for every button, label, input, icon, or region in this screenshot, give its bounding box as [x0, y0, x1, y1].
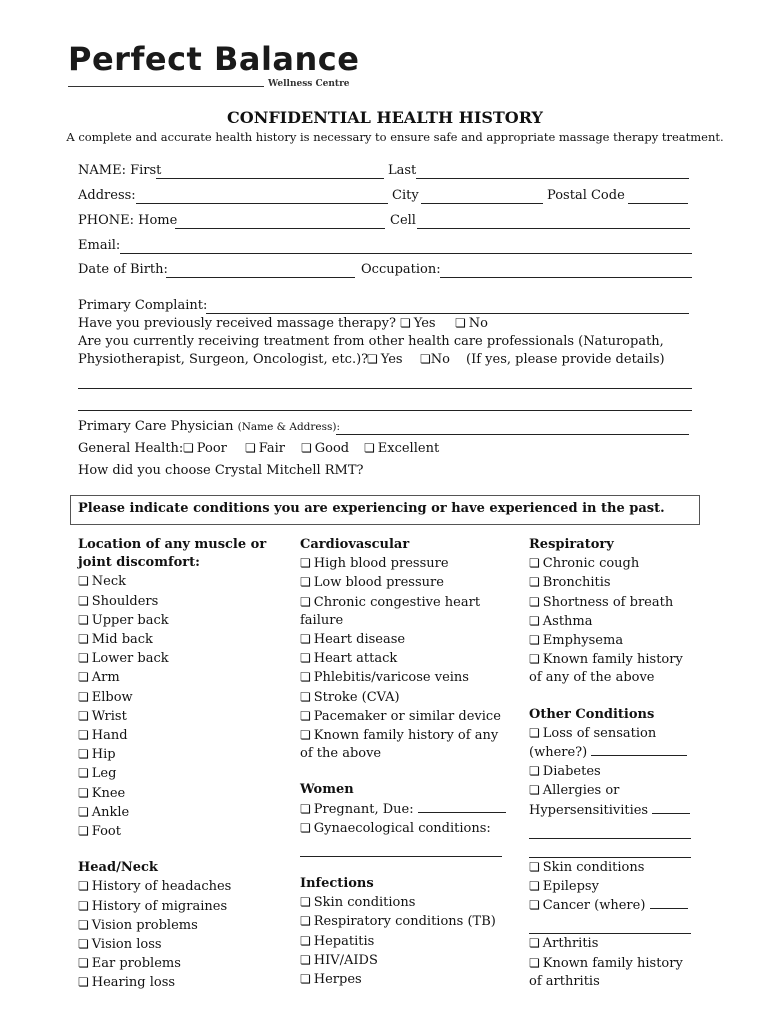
- heading-location: Location of any muscle or: [78, 537, 267, 552]
- check-ankle[interactable]: [78, 803, 266, 822]
- checkbox-icon[interactable]: ❏: [529, 652, 540, 667]
- checkbox-icon[interactable]: ❏: [300, 670, 311, 685]
- check-gyn[interactable]: [300, 819, 506, 838]
- health-poor-option[interactable]: [183, 441, 227, 456]
- checkbox-icon[interactable]: ❏: [78, 898, 89, 913]
- check-arthritis[interactable]: [529, 934, 691, 953]
- treatment-question-line1: Are you currently receiving treatment from other health care professionals (Naturopath,: [78, 334, 664, 349]
- check-hiv[interactable]: [300, 951, 506, 970]
- phone-home-field[interactable]: [175, 228, 385, 229]
- checkbox-icon[interactable]: ❏: [78, 937, 89, 952]
- check-chronic-cough[interactable]: [529, 554, 691, 573]
- postal-code-label: Postal Code: [547, 188, 625, 203]
- primary-complaint-field[interactable]: [206, 313, 689, 314]
- item-label: HIV/AIDS: [313, 952, 378, 968]
- column-cardio: [300, 536, 506, 989]
- checkbox-icon[interactable]: ❏: [300, 895, 311, 910]
- checkbox-icon[interactable]: ❏: [78, 879, 89, 894]
- check-allergies[interactable]: [529, 781, 691, 800]
- item-label: Hip: [91, 747, 116, 763]
- gyn-field[interactable]: [300, 838, 502, 857]
- checkbox-icon[interactable]: ❏: [529, 955, 540, 970]
- email-label: Email:: [78, 238, 121, 253]
- item-label: Cancer (where): [542, 898, 646, 914]
- heading-women: Women: [300, 782, 354, 798]
- checkbox-icon[interactable]: ❏: [300, 801, 311, 816]
- logo-rule: [68, 86, 264, 87]
- item-label: Chronic cough: [542, 556, 640, 572]
- hypersensitivities-row: [529, 801, 691, 820]
- checkbox-icon[interactable]: ❏: [78, 766, 89, 781]
- checkbox-icon[interactable]: ❏: [367, 352, 378, 366]
- chf-wrap: failure: [300, 612, 344, 628]
- item-label: Loss of sensation: [542, 725, 657, 741]
- item-label: Asthma: [542, 613, 593, 629]
- details-line-1[interactable]: [78, 388, 692, 389]
- check-family-resp[interactable]: [529, 650, 691, 669]
- checkbox-icon[interactable]: ❏: [529, 764, 540, 779]
- check-heart-attack[interactable]: [300, 649, 506, 668]
- check-shortness-breath[interactable]: [529, 593, 691, 612]
- check-herpes[interactable]: [300, 970, 506, 989]
- checkbox-icon[interactable]: ❏: [300, 728, 311, 743]
- good-label: Good: [314, 441, 350, 456]
- if-yes-note: (If yes, please provide details): [466, 352, 665, 367]
- column-musculoskeletal: [78, 536, 266, 993]
- no-label: No: [468, 316, 488, 331]
- choose-question: How did you choose Crystal Mitchell RMT?: [78, 463, 364, 478]
- check-vision-problems[interactable]: [78, 916, 266, 935]
- checkbox-icon[interactable]: ❏: [78, 785, 89, 800]
- massage-question: Have you previously received massage therapy?: [78, 316, 396, 331]
- heading-cardiovascular: Cardiovascular: [300, 537, 410, 552]
- item-label: Heart attack: [313, 651, 398, 667]
- check-inf-skin[interactable]: [300, 893, 506, 912]
- item-label: Bronchitis: [542, 575, 611, 591]
- item-label: Pregnant, Due:: [313, 801, 414, 817]
- check-family-cardio[interactable]: [300, 726, 506, 745]
- treatment-no-option[interactable]: [420, 352, 450, 367]
- check-inf-resp[interactable]: [300, 912, 506, 931]
- check-wrist[interactable]: [78, 707, 266, 726]
- checkbox-icon[interactable]: ❏: [78, 956, 89, 971]
- last-name-label: Last: [388, 163, 417, 178]
- city-label: City: [392, 188, 419, 203]
- check-hip[interactable]: [78, 745, 266, 764]
- checkbox-icon[interactable]: ❏: [529, 594, 540, 609]
- excellent-label: Excellent: [377, 441, 440, 456]
- item-label: Leg: [91, 766, 117, 782]
- item-label: Allergies or: [542, 783, 620, 799]
- check-diabetes[interactable]: [529, 762, 691, 781]
- item-label: Shortness of breath: [542, 594, 674, 610]
- checkbox-icon[interactable]: ❏: [529, 633, 540, 648]
- conditions-notice: Please indicate conditions you are experiencing or have experienced in the past.: [78, 501, 665, 516]
- check-loss-sensation[interactable]: [529, 724, 691, 743]
- check-high-bp[interactable]: [300, 554, 506, 573]
- item-label: Hand: [91, 728, 128, 744]
- checkbox-icon[interactable]: ❏: [78, 975, 89, 990]
- checkbox-icon[interactable]: ❏: [300, 556, 311, 571]
- item-label: Skin conditions: [542, 859, 645, 875]
- item-label: History of headaches: [91, 879, 232, 895]
- spacer: [300, 763, 506, 781]
- last-name-field[interactable]: [416, 178, 689, 179]
- occupation-field[interactable]: [440, 277, 692, 278]
- check-family-arthritis[interactable]: [529, 954, 691, 973]
- family-resp-wrap: of any of the above: [529, 670, 655, 686]
- item-label: Stroke (CVA): [313, 689, 400, 705]
- check-ear-problems[interactable]: [78, 954, 266, 973]
- check-migraines[interactable]: [78, 897, 266, 916]
- cancer-line[interactable]: [529, 915, 691, 934]
- checkbox-icon[interactable]: ❏: [78, 728, 89, 743]
- item-label: Pacemaker or similar device: [313, 708, 501, 724]
- item-label: Gynaecological conditions:: [313, 820, 491, 836]
- address-label: Address:: [78, 188, 136, 203]
- item-label: Vision problems: [91, 917, 198, 933]
- treatment-yes-option[interactable]: [367, 352, 403, 367]
- checkbox-icon[interactable]: ❏: [529, 613, 540, 628]
- dob-field[interactable]: [166, 277, 355, 278]
- item-label: High blood pressure: [313, 556, 449, 572]
- family-cardio-wrap: of the above: [300, 746, 382, 762]
- item-label: Ear problems: [91, 956, 181, 972]
- yes-label: Yes: [413, 316, 436, 331]
- massage-no-option[interactable]: [455, 316, 488, 331]
- check-heart-disease[interactable]: [300, 630, 506, 649]
- checkbox-icon[interactable]: ❏: [78, 593, 89, 608]
- checkbox-icon[interactable]: ❏: [529, 879, 540, 894]
- item-label: Wrist: [91, 708, 127, 724]
- check-epilepsy[interactable]: [529, 877, 691, 896]
- item-label: Elbow: [91, 689, 133, 705]
- check-vision-loss[interactable]: [78, 935, 266, 954]
- item-label: Ankle: [91, 804, 130, 820]
- check-arm[interactable]: [78, 668, 266, 687]
- family-arthritis-wrap: of arthritis: [529, 973, 600, 989]
- item-label: Upper back: [91, 612, 169, 628]
- check-foot[interactable]: [78, 822, 266, 841]
- item-label: Arthritis: [542, 936, 599, 952]
- allergies-line-2[interactable]: [529, 839, 691, 858]
- physician-label: [78, 419, 340, 434]
- allergies-line-1[interactable]: [529, 820, 691, 839]
- heading-joint: joint discomfort:: [78, 555, 200, 571]
- heading-infections: Infections: [300, 876, 374, 892]
- checkbox-icon[interactable]: ❏: [300, 689, 311, 704]
- no-label: No: [430, 352, 450, 367]
- poor-label: Poor: [196, 441, 227, 456]
- checkbox-icon[interactable]: ❏: [78, 670, 89, 685]
- cancer-field[interactable]: [650, 896, 688, 909]
- checkbox-icon[interactable]: ❏: [300, 651, 311, 666]
- general-health-label: General Health:: [78, 441, 184, 456]
- item-label: Arm: [91, 670, 120, 686]
- check-knee[interactable]: [78, 784, 266, 803]
- physician-label-note: (Name & Address):: [237, 421, 341, 433]
- heading-other-conditions: Other Conditions: [529, 706, 655, 722]
- item-label: Emphysema: [542, 633, 624, 649]
- massage-yes-option[interactable]: [400, 316, 436, 331]
- item-label: Known family history of any: [313, 728, 499, 744]
- item-label: Heart disease: [313, 632, 406, 648]
- email-field[interactable]: [120, 253, 692, 254]
- health-good-option[interactable]: [301, 441, 349, 456]
- item-label: Known family history: [542, 652, 683, 668]
- item-label: Shoulders: [91, 593, 159, 609]
- checkbox-icon[interactable]: ❏: [78, 632, 89, 647]
- hyper-field[interactable]: [652, 801, 690, 814]
- item-label: History of migraines: [91, 898, 228, 914]
- checkbox-icon[interactable]: ❏: [183, 441, 194, 455]
- where-label: (where?): [529, 745, 588, 761]
- checkbox-icon[interactable]: ❏: [301, 441, 312, 455]
- treatment-question-line2: Physiotherapist, Surgeon, Oncologist, etc.)?: [78, 352, 369, 367]
- checkbox-icon[interactable]: ❏: [78, 651, 89, 666]
- item-label: Knee: [91, 785, 126, 801]
- health-fair-option[interactable]: [245, 441, 285, 456]
- phone-home-label: PHONE: Home: [78, 213, 178, 228]
- item-label: Hepatitis: [313, 933, 375, 949]
- name-first-label: NAME: First: [78, 163, 162, 178]
- checkbox-icon[interactable]: ❏: [78, 689, 89, 704]
- conditions-notice-box: [70, 495, 700, 525]
- checkbox-icon[interactable]: ❏: [455, 316, 466, 330]
- checkbox-icon[interactable]: ❏: [78, 804, 89, 819]
- item-label: Phlebitis/varicose veins: [313, 670, 469, 686]
- check-lower-back[interactable]: [78, 649, 266, 668]
- checkbox-icon[interactable]: ❏: [300, 952, 311, 967]
- item-label: Mid back: [91, 632, 153, 648]
- check-cancer[interactable]: [529, 896, 691, 915]
- fair-label: Fair: [258, 441, 286, 456]
- occupation-label: Occupation:: [361, 262, 441, 277]
- check-pregnant[interactable]: [300, 800, 506, 819]
- heading-head-neck: Head/Neck: [78, 860, 158, 876]
- check-chf[interactable]: [300, 593, 506, 612]
- checkbox-icon[interactable]: ❏: [529, 725, 540, 740]
- spacer: [529, 688, 691, 706]
- checkbox-icon[interactable]: ❏: [364, 441, 375, 455]
- item-label: Chronic congestive heart: [313, 594, 481, 610]
- check-leg[interactable]: [78, 764, 266, 783]
- checkbox-icon[interactable]: ❏: [245, 441, 256, 455]
- checkbox-icon[interactable]: ❏: [400, 316, 411, 330]
- checkbox-icon[interactable]: ❏: [300, 820, 311, 835]
- checkbox-icon[interactable]: ❏: [529, 859, 540, 874]
- check-low-bp[interactable]: [300, 573, 506, 592]
- checkbox-icon[interactable]: ❏: [529, 898, 540, 913]
- heading-respiratory: Respiratory: [529, 537, 614, 552]
- primary-complaint-label: Primary Complaint:: [78, 298, 208, 313]
- checkbox-icon[interactable]: ❏: [78, 574, 89, 589]
- check-headaches[interactable]: [78, 877, 266, 896]
- check-shoulders[interactable]: [78, 592, 266, 611]
- address-field[interactable]: [136, 203, 388, 204]
- checkbox-icon[interactable]: ❏: [300, 594, 311, 609]
- checkbox-icon[interactable]: ❏: [78, 708, 89, 723]
- form-title: CONFIDENTIAL HEALTH HISTORY: [227, 108, 543, 127]
- item-label: Herpes: [313, 972, 362, 988]
- sensation-where-field[interactable]: [591, 743, 687, 756]
- item-label: Epilepsy: [542, 879, 599, 895]
- checkbox-icon[interactable]: ❏: [78, 917, 89, 932]
- item-label: Respiratory conditions (TB): [313, 914, 496, 930]
- yes-label: Yes: [380, 352, 403, 367]
- item-label: Neck: [91, 574, 126, 590]
- item-label: Hearing loss: [91, 975, 176, 991]
- check-phlebitis[interactable]: [300, 668, 506, 687]
- checkbox-icon[interactable]: ❏: [420, 352, 431, 366]
- checkbox-icon[interactable]: ❏: [300, 914, 311, 929]
- check-asthma[interactable]: [529, 612, 691, 631]
- spacer: [300, 857, 506, 875]
- details-line-2[interactable]: [78, 410, 692, 411]
- logo-subtitle: Wellness Centre: [268, 79, 350, 89]
- check-mid-back[interactable]: [78, 630, 266, 649]
- checkbox-icon[interactable]: ❏: [300, 933, 311, 948]
- checkbox-icon[interactable]: ❏: [529, 783, 540, 798]
- check-hepatitis[interactable]: [300, 932, 506, 951]
- cell-field[interactable]: [417, 228, 690, 229]
- item-label: Low blood pressure: [313, 575, 444, 591]
- checkbox-icon[interactable]: ❏: [529, 575, 540, 590]
- spacer: [78, 841, 266, 859]
- check-emphysema[interactable]: [529, 631, 691, 650]
- item-label: Lower back: [91, 651, 169, 667]
- physician-label-text: Primary Care Physician: [78, 419, 234, 434]
- dob-label: Date of Birth:: [78, 262, 168, 277]
- checkbox-icon[interactable]: ❏: [300, 708, 311, 723]
- column-respiratory: [529, 536, 691, 991]
- check-bronchitis[interactable]: [529, 573, 691, 592]
- checkbox-icon[interactable]: ❏: [78, 747, 89, 762]
- due-date-field[interactable]: [418, 800, 506, 813]
- where-row: [529, 743, 691, 762]
- checkbox-icon[interactable]: ❏: [300, 575, 311, 590]
- check-elbow[interactable]: [78, 688, 266, 707]
- hyper-label: Hypersensitivities: [529, 802, 649, 818]
- check-hand[interactable]: [78, 726, 266, 745]
- check-neck[interactable]: [78, 572, 266, 591]
- check-stroke[interactable]: [300, 688, 506, 707]
- physician-field[interactable]: [336, 434, 689, 435]
- checkbox-icon[interactable]: ❏: [300, 972, 311, 987]
- postal-code-field[interactable]: [628, 203, 688, 204]
- logo-title: Perfect Balance: [68, 40, 360, 78]
- checkbox-icon[interactable]: ❏: [529, 556, 540, 571]
- check-pacemaker[interactable]: [300, 707, 506, 726]
- checkbox-icon[interactable]: ❏: [529, 936, 540, 951]
- check-hearing-loss[interactable]: [78, 973, 266, 992]
- item-label: Skin conditions: [313, 895, 416, 911]
- check-upper-back[interactable]: [78, 611, 266, 630]
- item-label: Diabetes: [542, 764, 601, 780]
- checkbox-icon[interactable]: ❏: [78, 612, 89, 627]
- item-label: Known family history: [542, 955, 683, 971]
- check-skin-conditions[interactable]: [529, 858, 691, 877]
- city-field[interactable]: [421, 203, 543, 204]
- checkbox-icon[interactable]: ❏: [300, 632, 311, 647]
- checkbox-icon[interactable]: ❏: [78, 824, 89, 839]
- first-name-field[interactable]: [156, 178, 384, 179]
- form-subtitle: A complete and accurate health history is necessary to ensure safe and appropriate massage therapy treatment.: [66, 130, 724, 144]
- cell-label: Cell: [390, 213, 416, 228]
- item-label: Vision loss: [91, 937, 162, 953]
- item-label: Foot: [91, 824, 121, 840]
- health-excellent-option[interactable]: [364, 441, 439, 456]
